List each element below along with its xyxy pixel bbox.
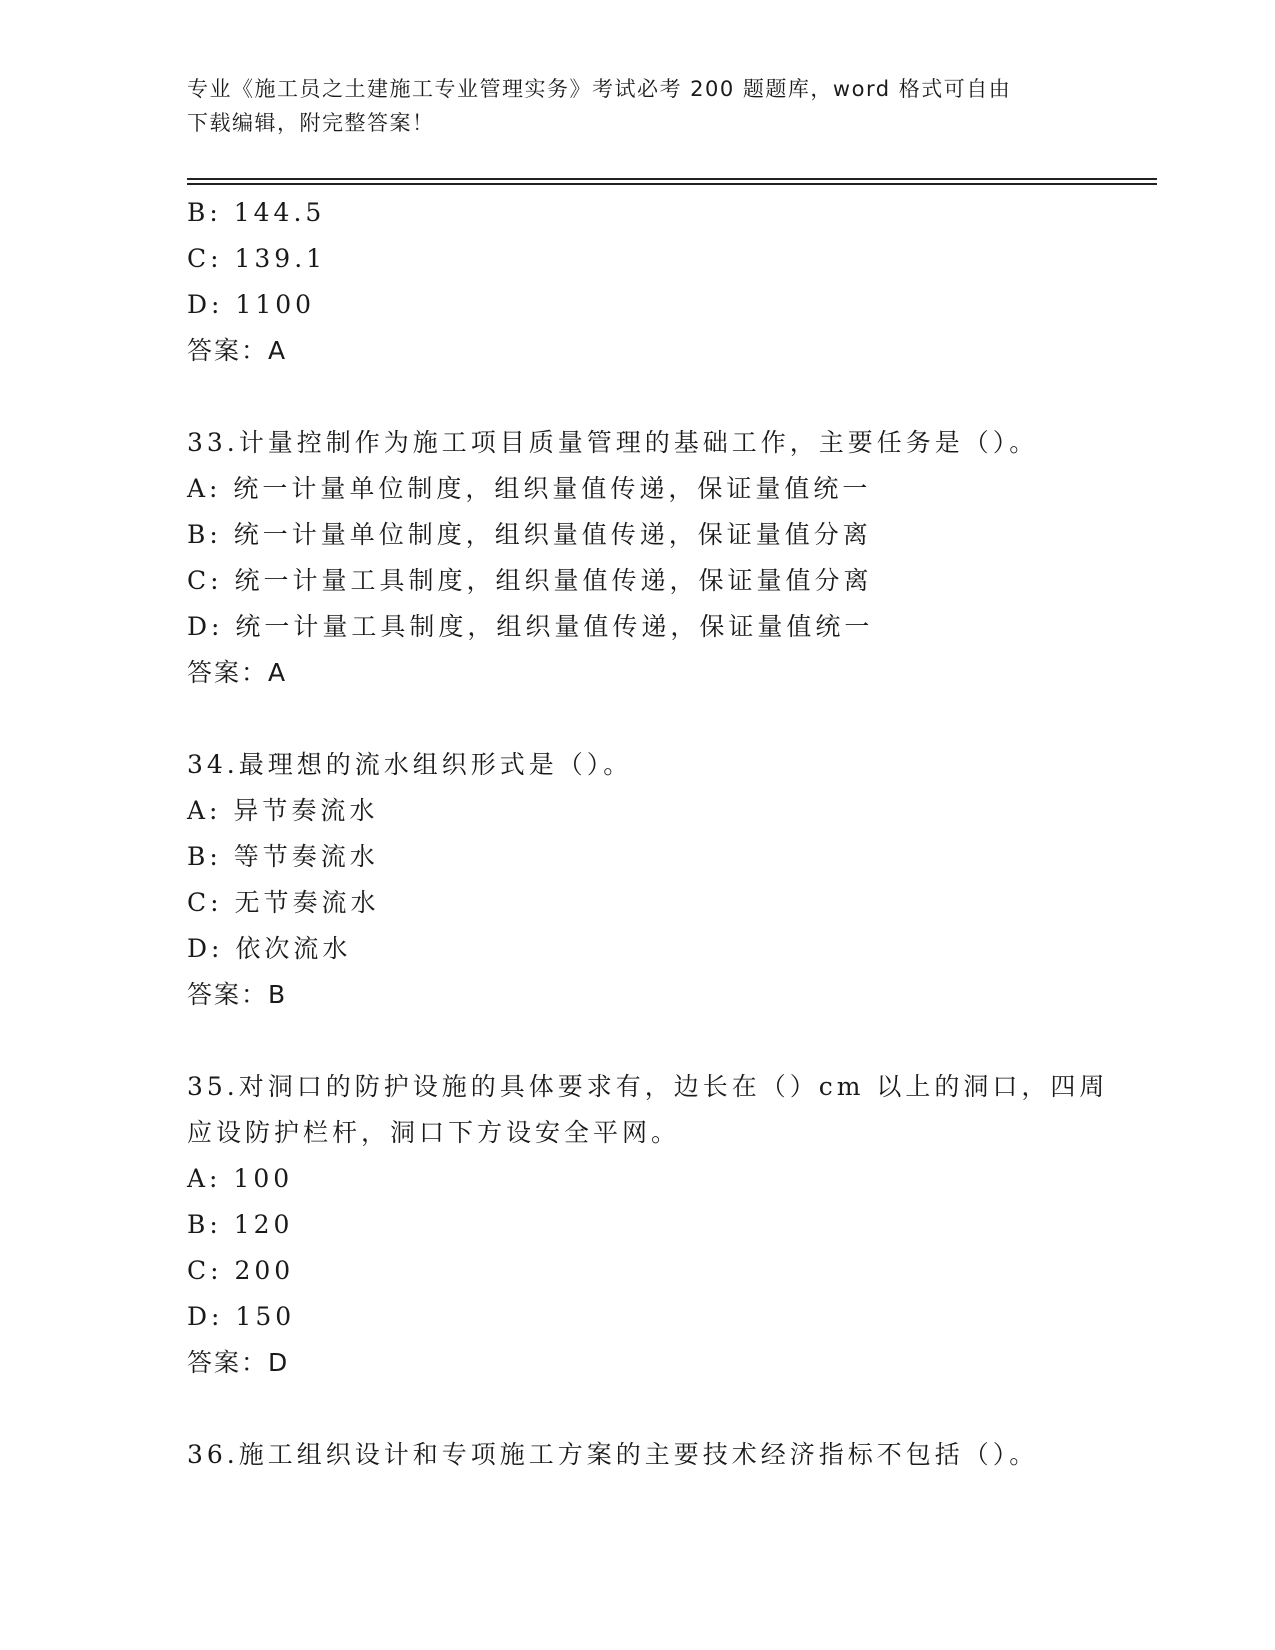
option-b: B: 等节奏流水 [187,842,379,871]
question-33 [187,420,1147,696]
option-d: D: 1100 [187,290,316,319]
question-stem: 34.最理想的流水组织形式是（）。 [187,750,633,779]
option-b: B: 144.5 [187,198,326,227]
spacer [187,696,1147,742]
answer: 答案：D [187,1348,290,1377]
option-a: A: 100 [187,1164,294,1193]
question-35 [187,1064,1147,1386]
question-34 [187,742,1147,1018]
spacer [187,1386,1147,1432]
option-c: C: 统一计量工具制度，组织量值传递，保证量值分离 [187,566,873,595]
header-line-1: 专业《施工员之土建施工专业管理实务》考试必考 200 题题库，word 格式可自由 [187,77,1012,101]
header-line-2: 下载编辑，附完整答案！ [187,111,435,135]
header-divider-bottom [187,183,1157,185]
option-d: D: 150 [187,1302,296,1331]
option-c: C: 无节奏流水 [187,888,380,917]
question-stem: 36.施工组织设计和专项施工方案的主要技术经济指标不包括（）。 [187,1440,1039,1469]
question-stem: 33.计量控制作为施工项目质量管理的基础工作，主要任务是（）。 [187,428,1039,457]
option-c: C: 200 [187,1256,295,1285]
option-a: A: 异节奏流水 [187,796,379,825]
option-a: A: 统一计量单位制度，组织量值传递，保证量值统一 [187,474,872,503]
option-c: C: 139.1 [187,244,327,273]
answer: 答案：B [187,980,288,1009]
header-divider-top [187,178,1157,180]
option-d: D: 依次流水 [187,934,352,963]
question-stem-line-2: 应设防护栏杆，洞口下方设安全平网。 [187,1118,681,1147]
question-36 [187,1432,1147,1478]
option-b: B: 120 [187,1210,294,1239]
question-stem-line-1: 35.对洞口的防护设施的具体要求有，边长在（）cm 以上的洞口，四周 [187,1072,1109,1101]
spacer [187,374,1147,420]
answer: 答案：A [187,658,288,687]
option-b: B: 统一计量单位制度，组织量值传递，保证量值分离 [187,520,872,549]
option-d: D: 统一计量工具制度，组织量值传递，保证量值统一 [187,612,874,641]
document-body [187,190,1147,1478]
question-32-tail [187,190,1147,374]
document-header [187,72,1087,140]
answer: 答案：A [187,336,288,365]
spacer [187,1018,1147,1064]
